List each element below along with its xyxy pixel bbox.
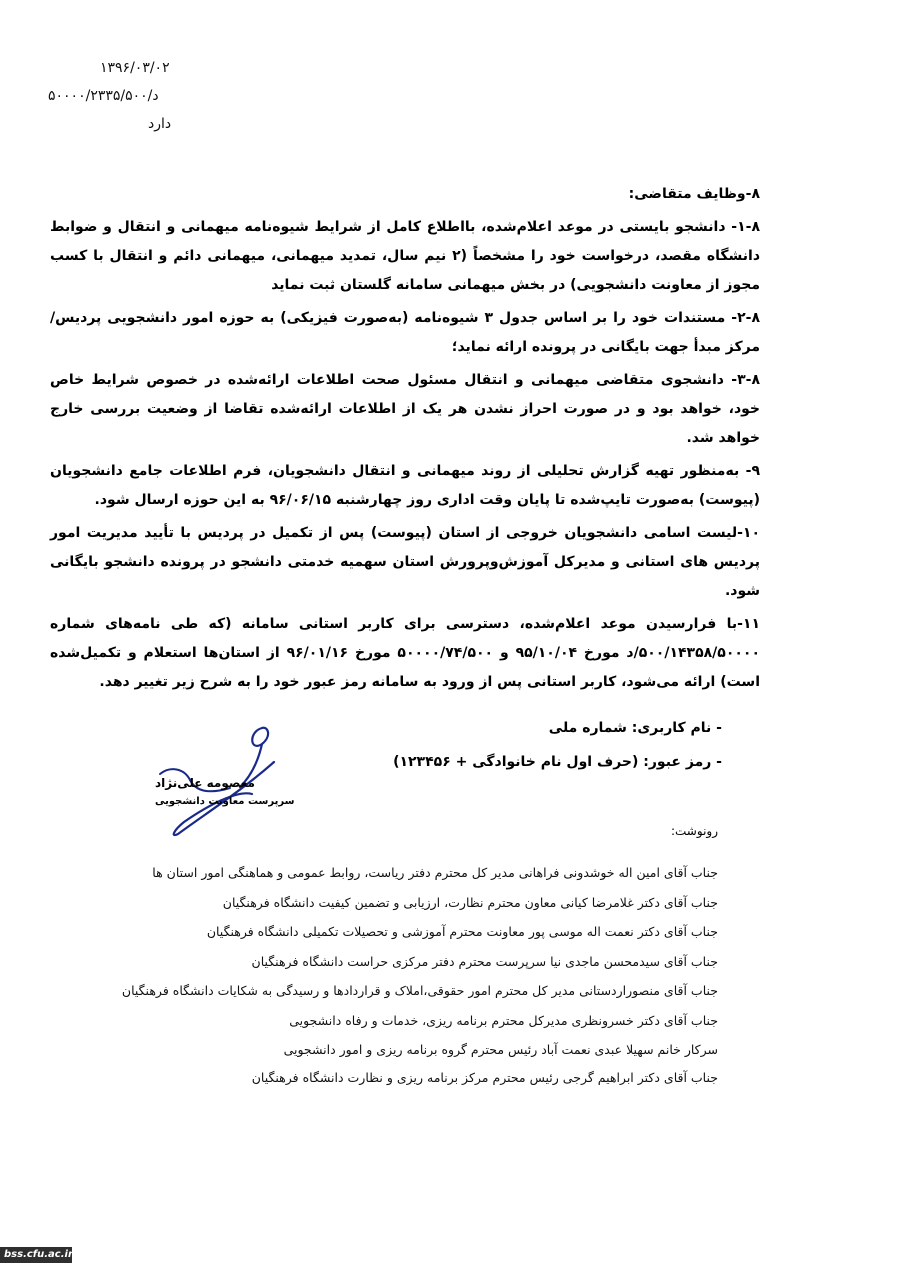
cc-title: رونوشت:	[670, 824, 718, 838]
paragraph-9: ۹- به‌منظور تهیه گزارش تحلیلی از روند میهمانی و انتقال دانشجویان، فرم اطلاعات جامع دانشجویان (پیوست) به‌صورت تایپ‌شده تا پایان وقت اداری روز چهارشنبه ۹۶/۰۶/۱۵ به این حوزه ارسال شود.	[50, 463, 760, 508]
paragraph-8-3: ۳-۸- دانشجوی متقاضی میهمانی و انتقال مسئول صحت اطلاعات ارائه‌شده در خصوص شرایط خاص خود، خواهد بود و در صورت احراز نشدن هر یک از اطلاعات ارائه‌شده تقاضا از وضعیت بررسی خارج خواهد شد.	[50, 372, 760, 446]
credential-username: - نام کاربری: شماره ملی	[548, 720, 722, 736]
site-footer-badge[interactable]: bss.cfu.ac.ir	[0, 1247, 72, 1263]
paragraph-10: ۱۰-لیست اسامی دانشجویان خروجی از استان (پیوست) پس از تکمیل در پردیس با تأیید مدیریت امور پردیس های استانی و مدیرکل آموزش‌وپرورش استان سهمیه خدمتی دانشجو در پرونده دانشجو بایگانی شود.	[50, 525, 760, 599]
paragraph-8-2: ۲-۸- مستندات خود را بر اساس جدول ۳ شیوه‌نامه (به‌صورت فیزیکی) به حوزه امور دانشجویی پردیس/مرکز مبدأ جهت بایگانی در پرونده ارائه نماید؛	[50, 310, 760, 355]
paragraph-8-1: ۱-۸- دانشجو بایستی در موعد اعلام‌شده، بااطلاع کامل از شرایط شیوه‌نامه میهمانی و انتقال و ضوابط دانشگاه مقصد، درخواست خود را مشخصاً (۲ نیم سال، تمدید میهمانی، میهمانی دائم و انتقال با کسب مجوز از معاونت دانشجویی) در بخش میهمانی سامانه گلستان ثبت نماید	[50, 219, 761, 293]
cc-item: سرکار خانم سهیلا عبدی نعمت آباد رئیس محترم گروه برنامه ریزی و امور دانشجویی	[283, 1042, 718, 1057]
section-heading: ۸-وظایف متقاضی:	[628, 186, 760, 202]
cc-item: جناب آقای دکتر نعمت اله موسی پور معاونت محترم آموزشی و تحصیلات تکمیلی دانشگاه فرهنگیان	[206, 924, 718, 939]
cc-list	[98, 858, 718, 1085]
letter-attachment: دارد	[148, 116, 172, 132]
signatory-title: سرپرست معاونت دانشجویی	[155, 796, 295, 807]
cc-item: جناب آقای منصوراردستانی مدیر کل محترم امور حقوقی،املاک و قراردادها و رسیدگی به شکایات دانشگاه فرهنگیان	[121, 983, 718, 998]
cc-item: جناب آقای دکتر غلامرضا کیانی معاون محترم نظارت، ارزیابی و تضمین کیفیت دانشگاه فرهنگیان	[222, 894, 718, 910]
letter-date: ۱۳۹۶/۰۳/۰۲	[100, 60, 170, 76]
cc-item: جناب آقای امین اله خوشدونی فراهانی مدیر کل محترم دفتر ریاست، روابط عمومی و هماهنگی امور استان ها	[152, 865, 718, 880]
cc-item: جناب آقای دکتر خسرونظری مدیرکل محترم برنامه ریزی، خدمات و رفاه دانشجویی	[289, 1012, 718, 1028]
letter-number: د/۵۰۰۰۰/۲۳۳۵/۵۰۰	[48, 88, 159, 104]
letter-body	[50, 180, 760, 779]
cc-item: جناب آقای سیدمحسن ماجدی نیا سرپرست محترم دفتر مرکزی حراست دانشگاه فرهنگیان	[251, 953, 718, 969]
credential-password: - رمز عبور: (حرف اول نام خانوادگی + ۱۲۳۴۵۶)	[393, 754, 722, 770]
paragraph-11: ۱۱-با فرارسیدن موعد اعلام‌شده، دسترسی برای کاربر استانی سامانه (که طی نامه‌های شماره ۵۰۰/۱۴۳۵۸/۵۰۰۰۰/د مورخ ۹۵/۱۰/۰۴ و ۵۰۰۰۰/۷۴/۵۰۰ مورخ ۹۶/۰۱/۱۶ از استان‌ها استعلام و تکمیل‌شده است) ارائه می‌شود، کاربر استانی پس از ورود به سامانه رمز عبور خود را به شرح زیر تغییر دهد.	[50, 616, 761, 690]
cc-item-cut: جناب آقای دکتر ابراهیم گرجی رئیس محترم مرکز برنامه ریزی و نظارت دانشگاه فرهنگیان	[251, 1069, 718, 1085]
signatory-name: معصومه علی‌نژاد	[155, 776, 255, 790]
